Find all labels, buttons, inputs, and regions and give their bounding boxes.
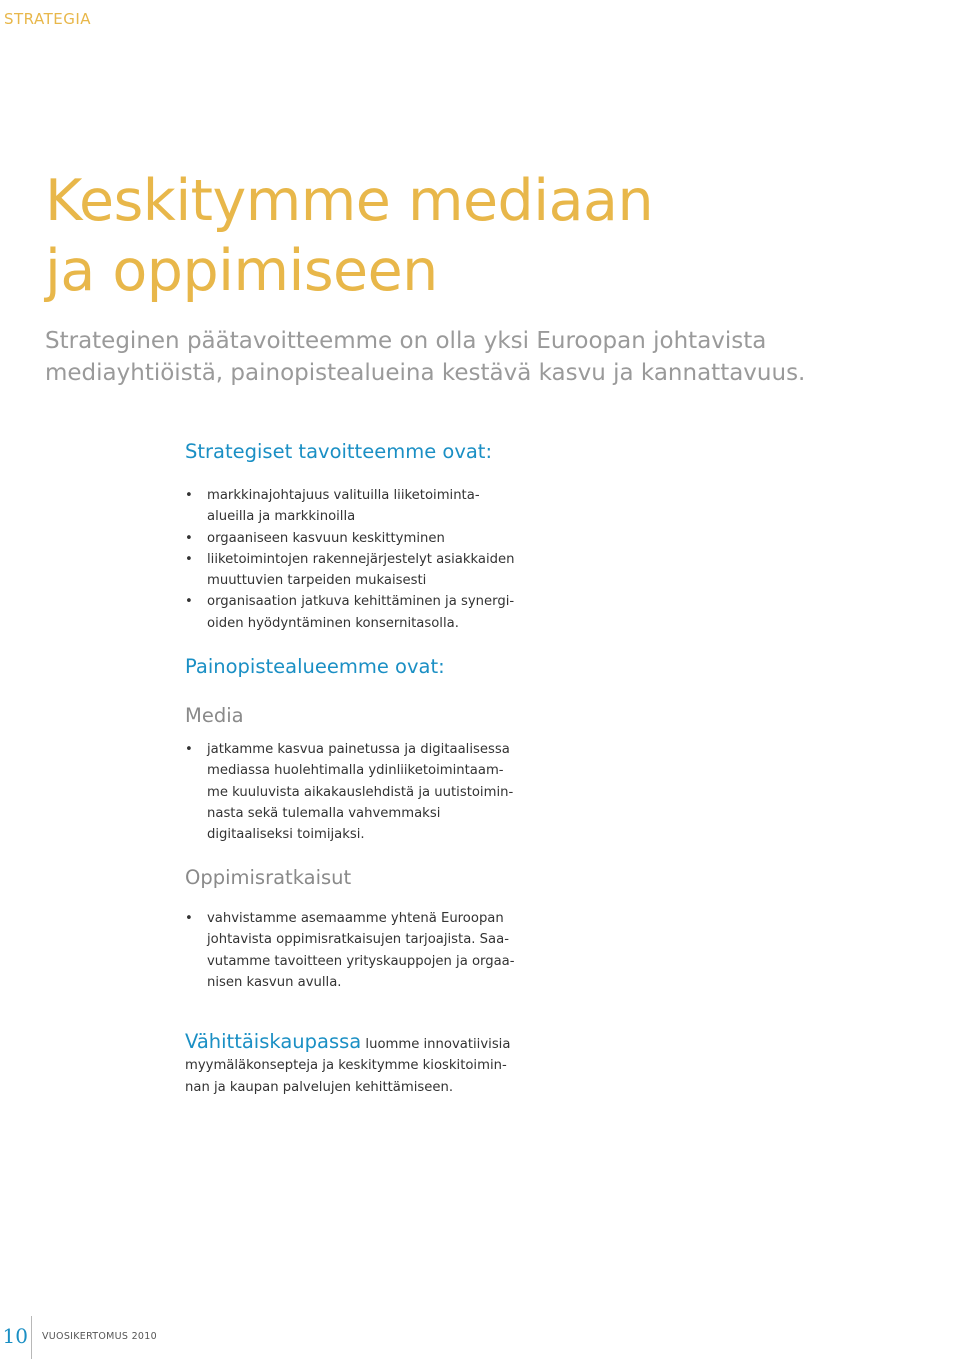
section-tag: STRATEGIA bbox=[4, 10, 92, 28]
list-item-line: vutamme tavoitteen yrityskauppojen ja orgaa- bbox=[207, 953, 515, 969]
goals-heading: Strategiset tavoitteemme ovat: bbox=[185, 440, 493, 463]
list-item-line: digitaaliseksi toimijaksi. bbox=[207, 827, 365, 843]
footer-report-title: VUOSIKERTOMUS 2010 bbox=[42, 1331, 157, 1342]
list-item bbox=[185, 591, 514, 634]
list-item-line: johtavista oppimisratkaisujen tarjoajista. Saa- bbox=[207, 932, 509, 948]
list-item bbox=[185, 528, 514, 549]
media-list bbox=[185, 739, 513, 845]
list-item-line: markkinajohtajuus valituilla liiketoiminta- bbox=[207, 488, 480, 503]
learning-list bbox=[185, 908, 515, 993]
retail-label: Vähittäiskaupassa bbox=[185, 1030, 362, 1053]
retail-line bbox=[185, 1031, 510, 1055]
page-number: 10 bbox=[2, 1324, 28, 1348]
list-item-line: orgaaniseen kasvuun keskittyminen bbox=[207, 530, 445, 546]
list-item-line: nisen kasvun avulla. bbox=[207, 974, 342, 990]
goals-list bbox=[185, 485, 514, 634]
list-item-line: liiketoimintojen rakennejärjestelyt asiakkaiden bbox=[207, 551, 515, 567]
list-item-line: vahvistamme asemaamme yhtenä Euroopan bbox=[207, 911, 504, 926]
page-title bbox=[45, 166, 653, 306]
bullet-icon: • bbox=[185, 911, 193, 926]
lead-paragraph bbox=[45, 325, 865, 389]
page-title-line: ja oppimiseen bbox=[45, 238, 438, 304]
list-item bbox=[185, 739, 513, 845]
list-item-line: jatkamme kasvua painetussa ja digitaalisessa bbox=[207, 742, 510, 757]
lead-line: Strateginen päätavoitteemme on olla yksi Euroopan johtavista bbox=[45, 328, 767, 354]
focus-heading: Painopistealueemme ovat: bbox=[185, 655, 445, 678]
list-item bbox=[185, 485, 514, 528]
list-item bbox=[185, 549, 514, 592]
list-item-line: alueilla ja markkinoilla bbox=[207, 509, 356, 525]
list-item-line: oiden hyödyntäminen konsernitasolla. bbox=[207, 615, 459, 631]
lead-line: mediayhtiöistä, painopistealueina kestävä kasvu ja kannattavuus. bbox=[45, 360, 806, 386]
list-item bbox=[185, 908, 515, 993]
bullet-icon: • bbox=[185, 488, 193, 503]
list-item-line: mediassa huolehtimalla ydinliiketoimintaam- bbox=[207, 763, 504, 779]
media-heading: Media bbox=[185, 704, 244, 727]
list-item-line: organisaation jatkuva kehittäminen ja synergi- bbox=[207, 594, 515, 610]
retail-line: nan ja kaupan palvelujen kehittämiseen. bbox=[185, 1079, 454, 1095]
list-item-line: muuttuvien tarpeiden mukaisesti bbox=[207, 573, 427, 589]
learning-heading: Oppimisratkaisut bbox=[185, 866, 352, 889]
bullet-icon: • bbox=[185, 551, 193, 567]
bullet-icon: • bbox=[185, 530, 193, 546]
retail-paragraph bbox=[185, 1031, 510, 1098]
page-title-line: Keskitymme mediaan bbox=[45, 168, 654, 234]
bullet-icon: • bbox=[185, 594, 193, 610]
retail-line: myymäläkonsepteja ja keskitymme kioskitoimin- bbox=[185, 1058, 507, 1074]
list-item-line: nasta sekä tulemalla vahvemmaksi bbox=[207, 805, 441, 821]
retail-text: luomme innovatiivisia bbox=[361, 1037, 511, 1052]
list-item-line: me kuuluvista aikakauslehdistä ja uutistoimin- bbox=[207, 784, 514, 800]
footer-divider bbox=[31, 1316, 32, 1359]
bullet-icon: • bbox=[185, 742, 193, 757]
